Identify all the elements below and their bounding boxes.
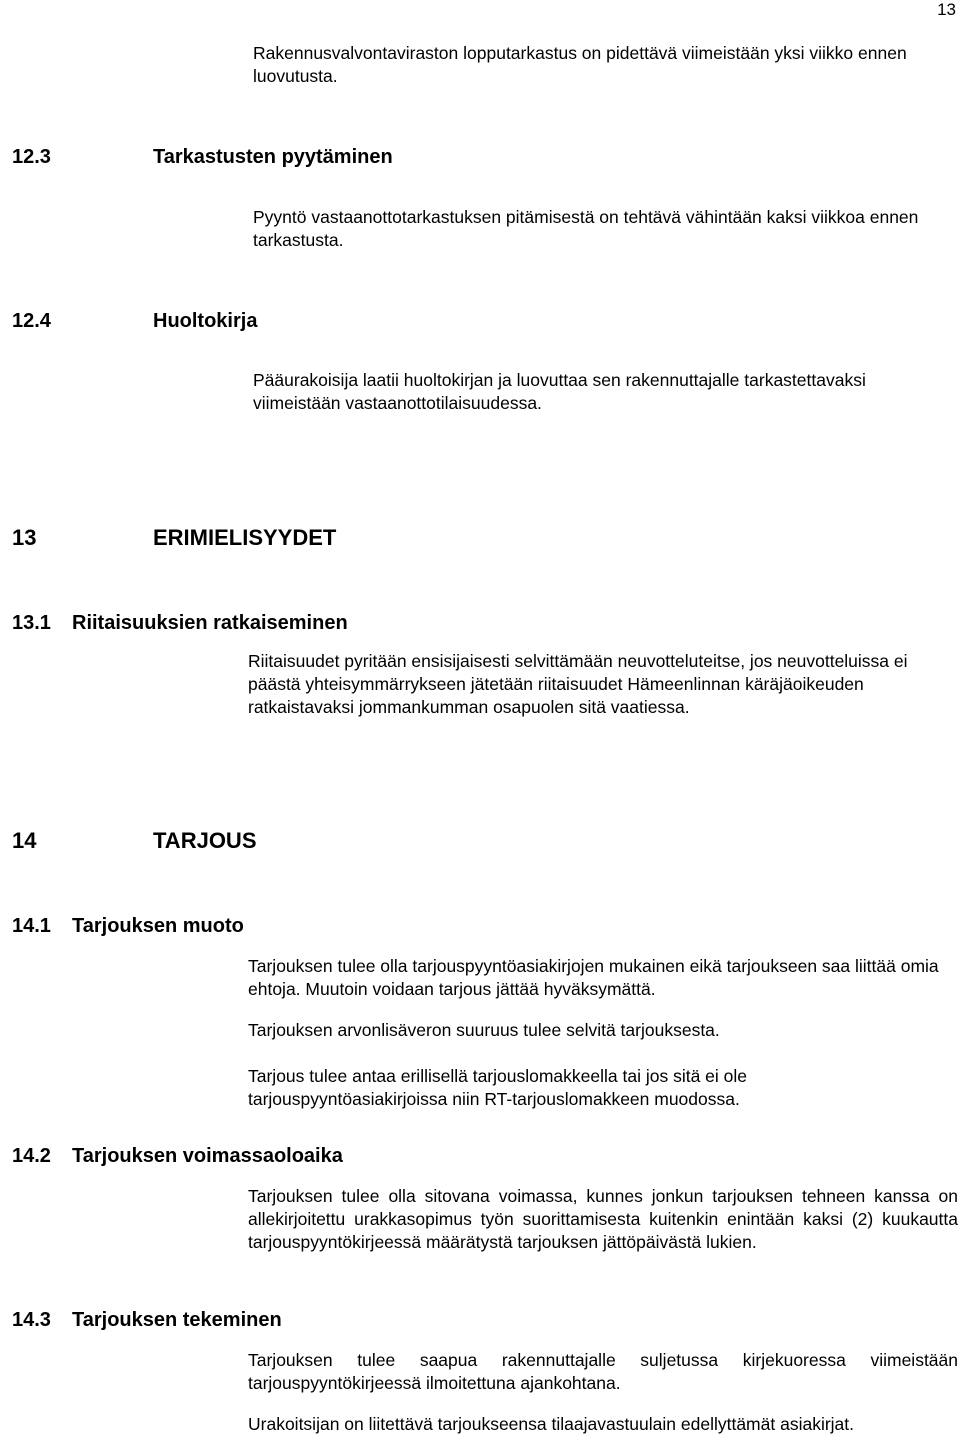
section-14-2-title: Tarjouksen voimassaoloaika [72,1145,343,1167]
intro-paragraph: Rakennusvalvontaviraston lopputarkastus on pidettävä viimeistään yksi viikko ennen luovutusta. [253,43,907,86]
section-14-title: TARJOUS [153,828,257,853]
section-14-1-paragraph: Tarjous tulee antaa erillisellä tarjouslomakkeella tai jos sitä ei ole tarjouspyyntöasiakirjoissa niin RT-tarjouslomakkeen muodossa. [248,1066,748,1109]
section-14-2-number: 14.2 [12,1145,51,1167]
section-14-3-title: Tarjouksen tekeminen [72,1309,282,1331]
section-13-1-number: 13.1 [12,612,51,634]
section-14-1-paragraph: Tarjouksen arvonlisäveron suuruus tulee selvitä tarjouksesta. [248,1020,720,1040]
section-12-4-text: Pääurakoisija laatii huoltokirjan ja luovuttaa sen rakennuttajalle tarkastettavaksi viimeistään vastaanottotilaisuudessa. [253,370,866,413]
section-14-3-paragraph: Urakoitsijan on liitettävä tarjoukseensa tilaajavastuulain edellyttämät asiakirjat. [248,1414,855,1434]
page-number: 13 [937,0,956,19]
section-14-1-paragraph: Tarjouksen tulee olla tarjouspyyntöasiakirjojen mukainen eikä tarjoukseen saa liittää omia ehtoja. Muutoin voidaan tarjous jättää hyväksymättä. [248,956,939,999]
section-14-3-number: 14.3 [12,1309,51,1331]
section-14-1-title: Tarjouksen muoto [72,915,244,937]
section-12-4-title: Huoltokirja [153,310,258,332]
section-13-1-text: Riitaisuudet pyritään ensisijaisesti selvittämään neuvotteluteitse, jos neuvotteluissa ei päästä yhteisymmärrykseen jätetään riitaisuudet Hämeenlinnan käräjäoikeuden ratkaistavaksi jommankumman osapuolen sitä vaatiessa. [248,651,908,717]
section-13-1-title: Riitaisuuksien ratkaiseminen [72,612,348,634]
section-14-3-paragraph: Tarjouksen tulee saapua rakennuttajalle suljetussa kirjekuoressa viimeistään tarjouspyyntökirjeessä ilmoitettuna ajankohtana. [248,1350,958,1393]
section-12-3-text: Pyyntö vastaanottotarkastuksen pitämisestä on tehtävä vähintään kaksi viikkoa ennen tarkastusta. [253,207,919,250]
section-14-number: 14 [12,828,37,853]
section-13-title: ERIMIELISYYDET [153,525,337,550]
section-12-3-title: Tarkastusten pyytäminen [153,146,393,168]
section-14-1-number: 14.1 [12,915,51,937]
section-13-number: 13 [12,525,37,550]
section-12-4-number: 12.4 [12,310,51,332]
section-14-2-text: Tarjouksen tulee olla sitovana voimassa, kunnes jonkun tarjouksen tehneen kanssa on allekirjoitettu urakkasopimus työn suorittamisesta kuitenkin enintään kaksi (2) kuukautta tarjouspyyntökirjeessä määrätystä tarjouksen jättöpäivästä lukien. [248,1186,958,1252]
section-12-3-number: 12.3 [12,146,51,168]
